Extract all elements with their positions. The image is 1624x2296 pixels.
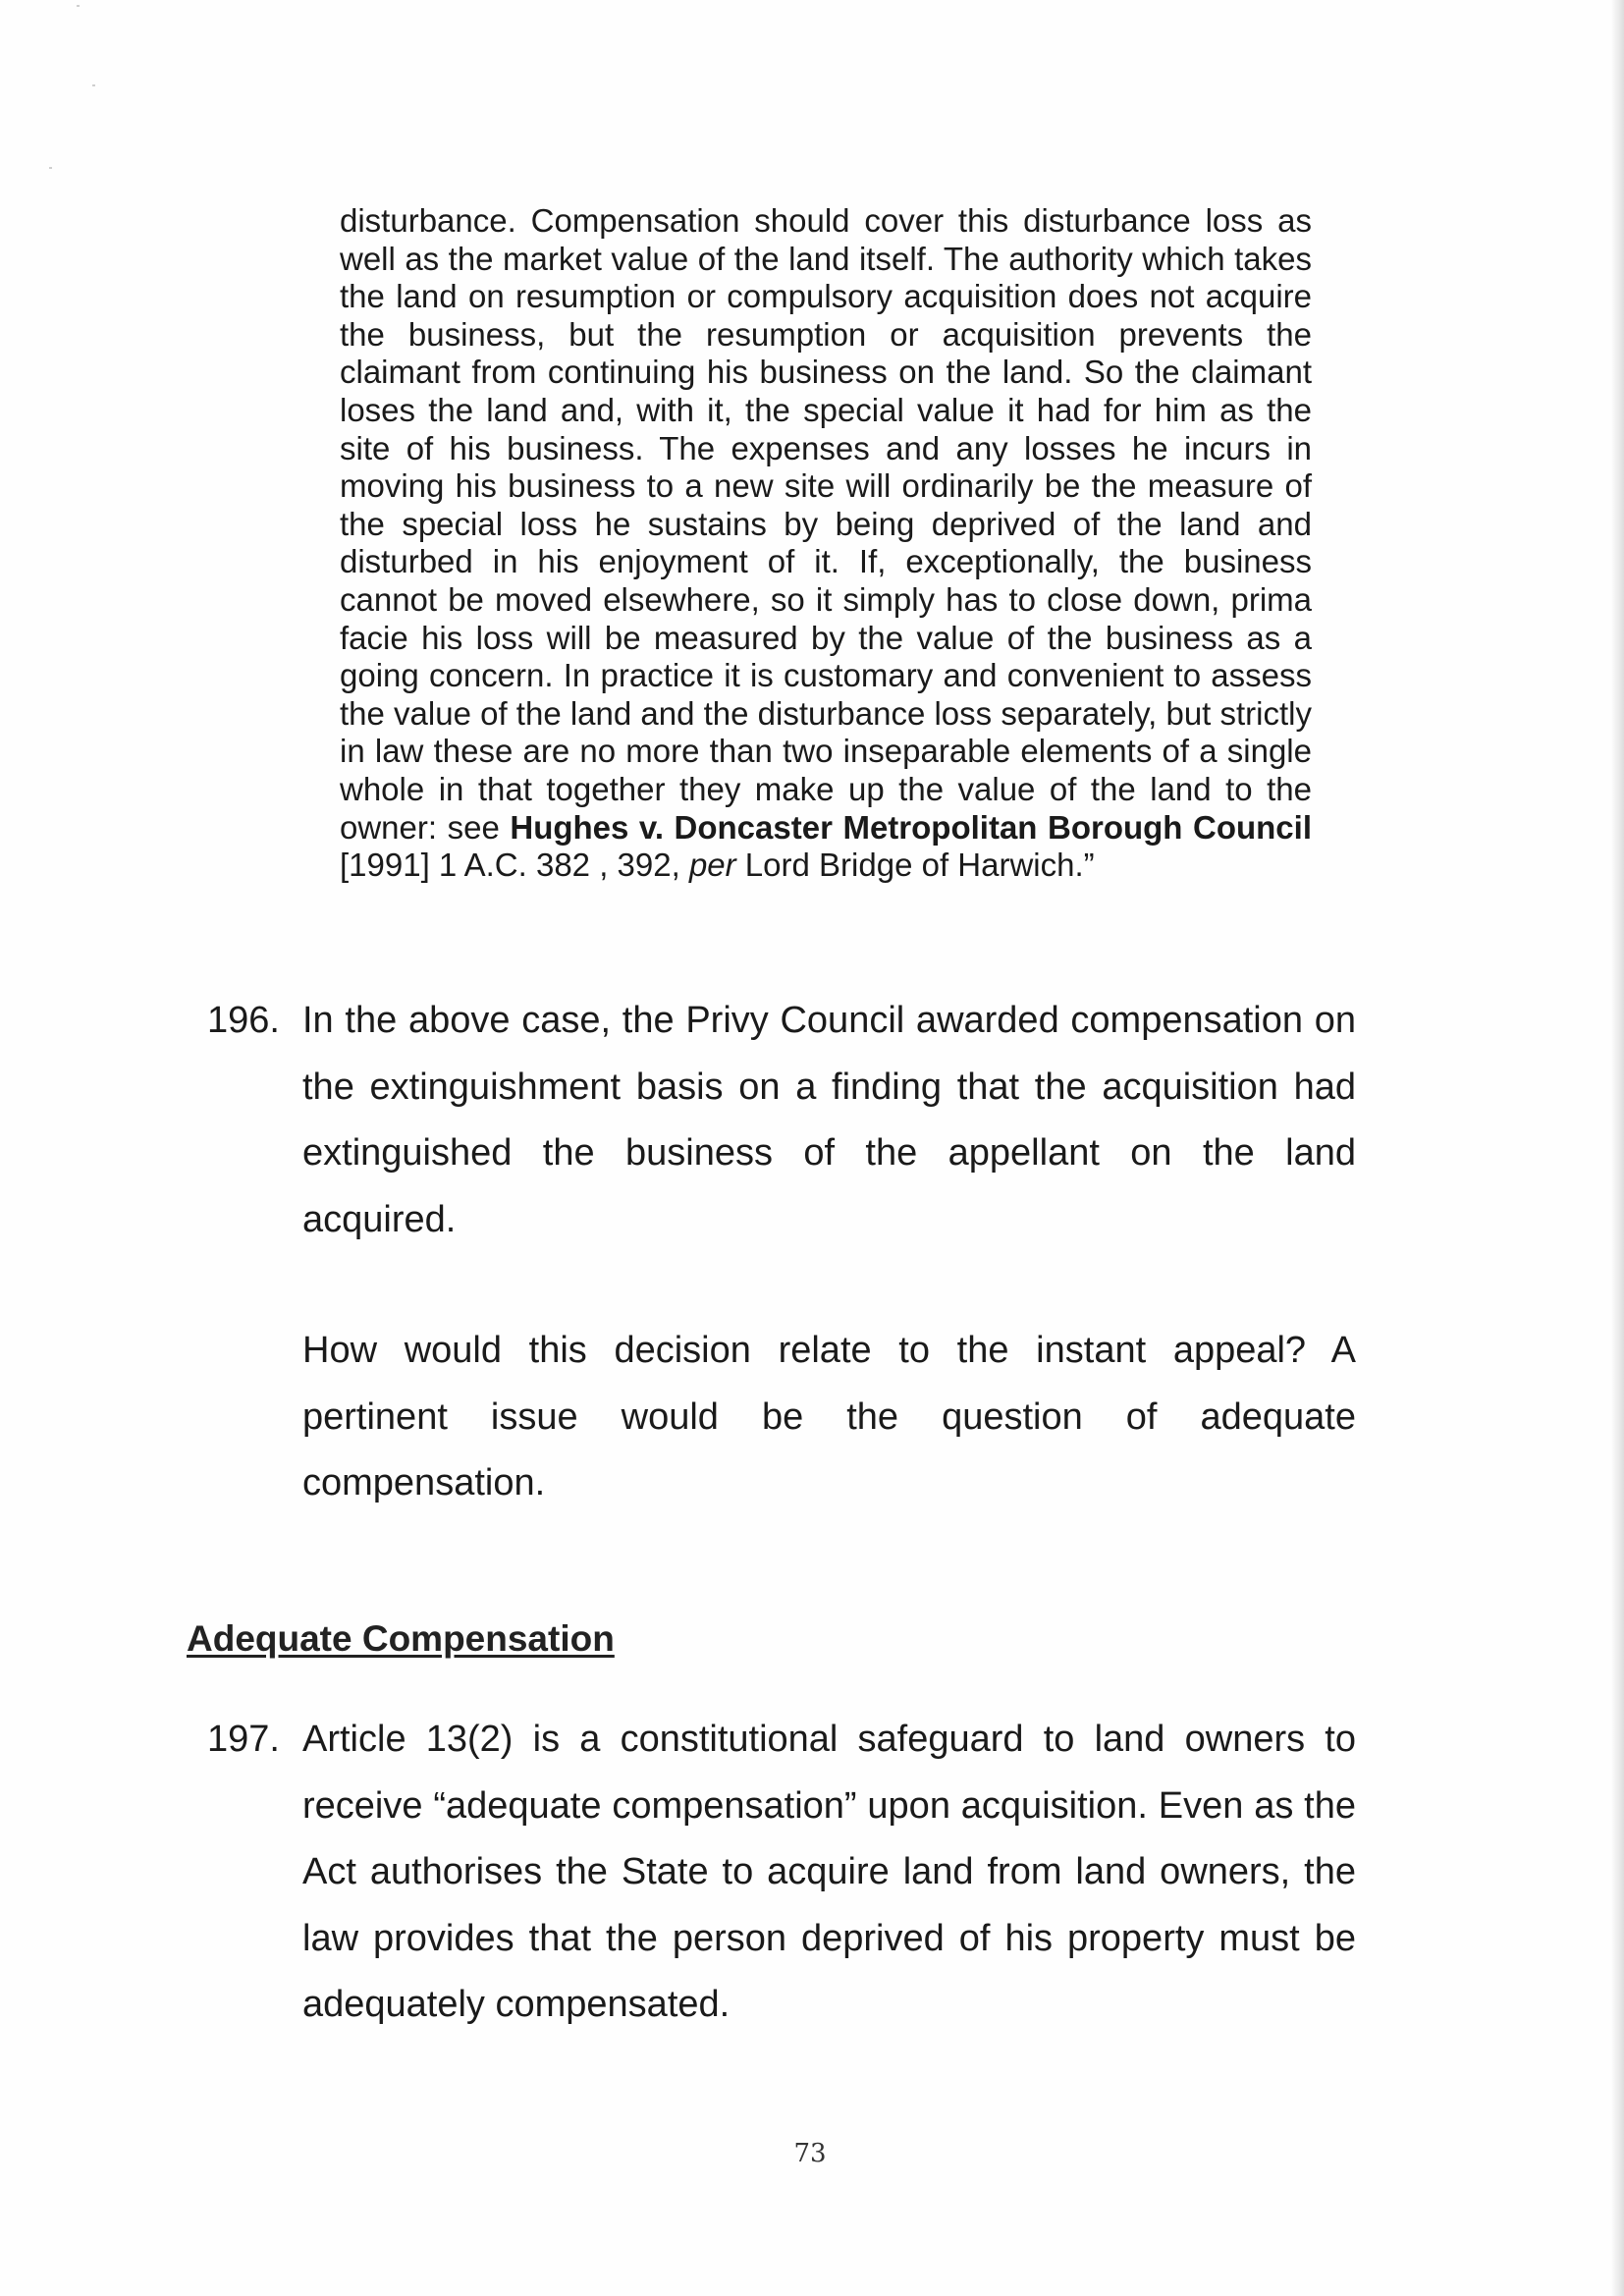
paragraph-text: Article 13(2) is a constitutional safeguard to land owners to receive “adequate compensation” upon acquisition. Even as the Act authorises the State to acquire land from land owners, the law provides that the person deprived of his property must be adequately compensated. [302, 1719, 1356, 2025]
case-name: Hughes v. Doncaster Metropolitan Borough Council [510, 808, 1313, 846]
quoted-passage [340, 202, 1312, 885]
scan-speck [92, 84, 95, 86]
quote-text: disturbance. Compensation should cover this disturbance loss as well as the market value of the land itself. The authority which takes the land on resumption or compulsory acquisition does not acquire the business, but the resumption or acquisition prevents the claimant from continuing his business on the land. So the claimant loses the land and, with it, the special value it had for him as the site of his business. The expenses and any losses he incurs in moving his business to a new site will ordinarily be the measure of the special loss he sustains by being deprived of the land and disturbed in his enjoyment of it. If, exceptionally, the business cannot be moved elsewhere, so it simply has to close down, prima facie his loss will be measured by the value of the business as a going concern. In practice it is customary and convenient to assess the value of the land and the disturbance loss separately, but strictly in law these are no more than two inseparable elements of a single whole in that together they make up the value of the land to the owner: see [340, 202, 1312, 846]
scan-speck [77, 5, 80, 7]
per-italic: per [688, 847, 736, 884]
paragraph-text: How would this decision relate to the instant appeal? A pertinent issue would be the question of adequate compensation. [302, 1330, 1356, 1503]
scan-speck [49, 167, 52, 169]
judge-name: Lord Bridge of Harwich.” [735, 847, 1095, 884]
section-heading: Adequate Compensation [187, 1618, 615, 1659]
paragraph-196 [207, 988, 1356, 1253]
paragraph-number: 196. [207, 1000, 280, 1041]
page-number: 73 [793, 2139, 827, 2168]
paragraph-number: 197. [207, 1719, 280, 1760]
scan-edge-shadow [1610, 0, 1624, 2296]
paragraph-text: In the above case, the Privy Council awarded compensation on the extinguishment basis on a finding that the acquisition had extinguished the business of the appellant on the land acquired. [302, 1000, 1356, 1240]
case-citation: [1991] 1 A.C. 382 , 392, [340, 847, 689, 884]
paragraph-196-continued [207, 1318, 1356, 1517]
paragraph-197 [207, 1707, 1356, 2039]
